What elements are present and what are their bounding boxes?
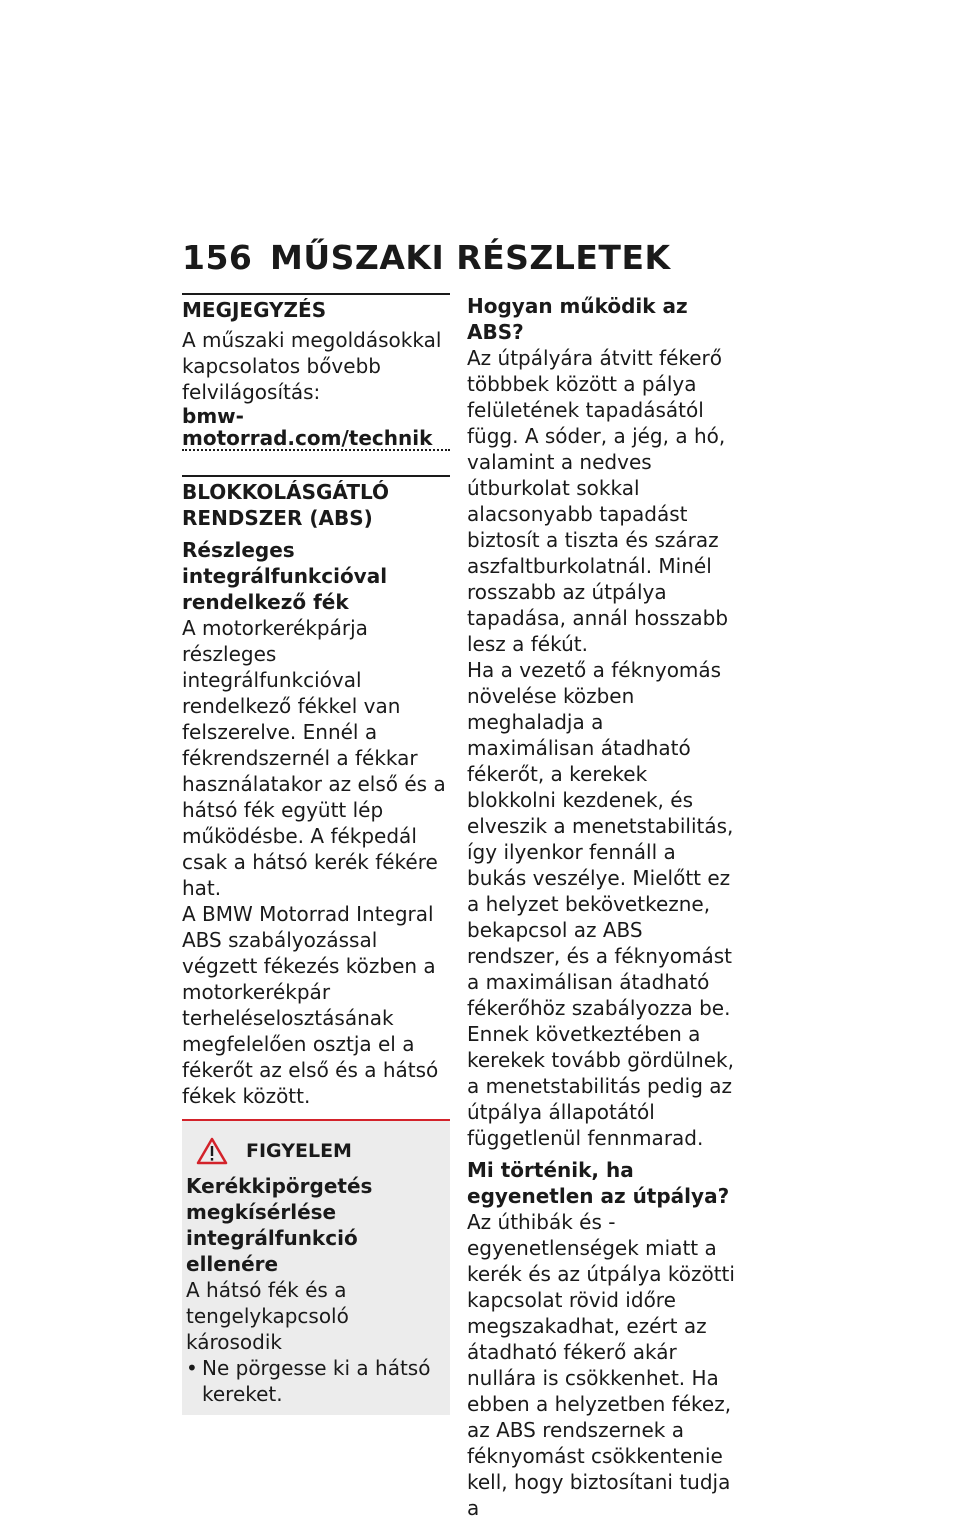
section-divider [182, 475, 450, 477]
note-title: MEGJEGYZÉS [182, 298, 327, 322]
abs-section-title: BLOKKOLÁSGÁTLÓ RENDSZER (ABS) [182, 480, 390, 530]
warning-bullet: • Ne pörgesse ki a hátsó kereket. [186, 1355, 446, 1407]
how-abs-paragraph-2: Ha a vezető a féknyomás növelése közben meghaladja a maximálisan átadható fékerőt, a kerekek blokkolni kezdenek, és elveszik a menetstabilitás, így ilyenkor fennáll a bukás veszélye. Mielőtt ez a helyzet bekövetkezne, bekapcsol az ABS rendszer, és a féknyomást a maximálisan átadható fékerőhöz szabályozza be. Ennek következtében a kerekek tovább gördülnek, a menetstabilitás pedig az útpálya állapotától függetlenül fennmarad. [467, 658, 734, 1150]
right-column [467, 293, 735, 1521]
section-divider [182, 293, 450, 295]
note-text: A műszaki megoldásokkal kapcsolatos bővebb felvilágosítás: [182, 328, 442, 404]
page-number: 156 [182, 238, 253, 277]
warning-text: A hátsó fék és a tengelykapcsoló károsodik [186, 1278, 349, 1354]
warning-title: Kerékkipörgetés megkísérlése integrálfunkció ellenére [186, 1174, 373, 1276]
abs-subtitle: Részleges integrálfunkcióval rendelkező fék [182, 538, 388, 614]
warning-triangle-icon [196, 1137, 228, 1165]
chapter-title: MŰSZAKI RÉSZLETEK [270, 238, 671, 277]
uneven-road-paragraph: Az úthibák és -egyenetlenségek miatt a kerék és az útpálya közötti kapcsolat rövid időre megszakadhat, ezért az átadható fékerő akár nullára is csökkenhet. Ha ebben a helyzetben fékez, az ABS rendszernek a féknyomást csökkentenie kell, hogy biztosítani tudja a [467, 1210, 735, 1520]
warning-label: FIGYELEM [246, 1140, 352, 1162]
warning-box [182, 1119, 450, 1415]
technik-link[interactable]: bmw-motorrad.com/technik [182, 405, 450, 451]
how-abs-title: Hogyan működik az ABS? [467, 294, 688, 344]
uneven-road-title: Mi történik, ha egyenetlen az útpálya? [467, 1158, 730, 1208]
warning-bullet-text: Ne pörgesse ki a hátsó kereket. [202, 1356, 431, 1406]
left-column [182, 293, 450, 1415]
abs-paragraph-1: A motorkerékpárja részleges integrálfunkcióval rendelkező fékkel van felszerelve. Ennél a fékrendszernél a fékkar használatakor az első és a hátsó fék együtt lép működésbe. A fékpedál csak a hátsó kerék fékére hat. [182, 616, 446, 900]
how-abs-paragraph-1: Az útpályára átvitt fékerő többbek között a pálya felületének tapadásától függ. A sóder, a jég, a hó, valamint a nedves útburkolat sokkal alacsonyabb tapadást biztosít a tiszta és száraz aszfaltburkolatnál. Minél rosszabb az útpálya tapadása, annál hosszabb lesz a fékút. [467, 346, 729, 656]
page-header [182, 238, 671, 277]
warning-header [186, 1137, 446, 1165]
abs-paragraph-2: A BMW Motorrad Integral ABS szabályozással végzett fékezés közben a motorkerékpár terheléselosztásának megfelelően osztja el a fékerőt az első és a hátsó fékek között. [182, 902, 439, 1108]
